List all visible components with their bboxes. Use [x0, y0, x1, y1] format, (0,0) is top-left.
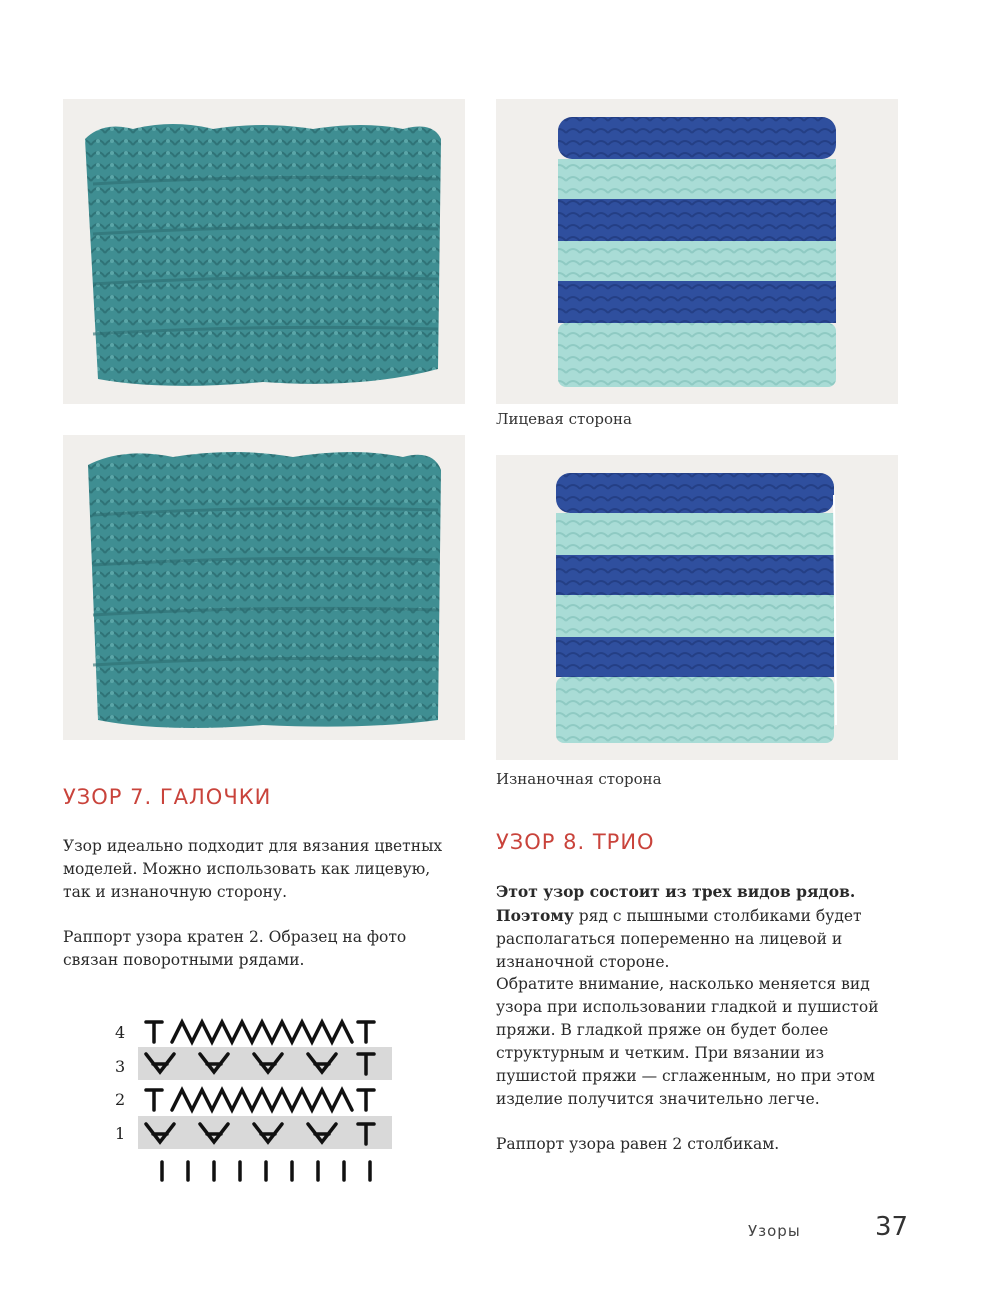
striped-swatch-image [496, 455, 898, 760]
pattern7-description: Узор идеально подходит для вязания цветных моделей. Можно использовать как лицевую, так и изнаночную сторону. [63, 837, 443, 901]
teal-swatch-image [63, 99, 465, 404]
pattern7-photo-top [63, 99, 465, 404]
chart-row-number-1: 1 [115, 1124, 126, 1143]
pattern8-yarn-note: Обратите внимание, насколько меняется вид узора при использовании гладкой и пушистой пряжи. В гладкой пряже он будет более структурным и четким. При вязании из пушистой пряжи — сглаженным, но при этом изделие получится значительно легче. [496, 975, 879, 1108]
pattern8-photo-back [496, 455, 898, 760]
chart-row-number-4: 4 [115, 1023, 126, 1042]
crochet-symbol-chart [110, 1012, 400, 1184]
pattern8-description-bold: Этот узор состоит из трех видов рядов. Поэтому [496, 882, 856, 925]
caption-front-side: Лицевая сторона [496, 410, 632, 428]
pattern8-description [496, 880, 896, 974]
pattern8-photo-front [496, 99, 898, 404]
pattern7-title: УЗОР 7. ГАЛОЧКИ [63, 785, 272, 809]
caption-back-side: Изнаночная сторона [496, 770, 662, 788]
chart-row-number-2: 2 [115, 1090, 126, 1109]
teal-swatch-image [63, 435, 465, 740]
footer-section-name: Узоры [748, 1222, 801, 1240]
striped-swatch-image [496, 99, 898, 404]
pattern8-description-rest: ряд с пышными столбиками будет располагаться попеременно на лицевой и изнаночной стороне. [496, 907, 862, 971]
pattern8-rapport: Раппорт узора равен 2 столбикам. [496, 1135, 780, 1153]
page-number: 37 [875, 1212, 909, 1242]
pattern7-chart [110, 1012, 400, 1184]
pattern7-photo-bottom [63, 435, 465, 740]
pattern8-title: УЗОР 8. ТРИО [496, 830, 655, 854]
chart-row-number-3: 3 [115, 1057, 126, 1076]
pattern7-rapport: Раппорт узора кратен 2. Образец на фото связан поворотными рядами. [63, 928, 407, 969]
